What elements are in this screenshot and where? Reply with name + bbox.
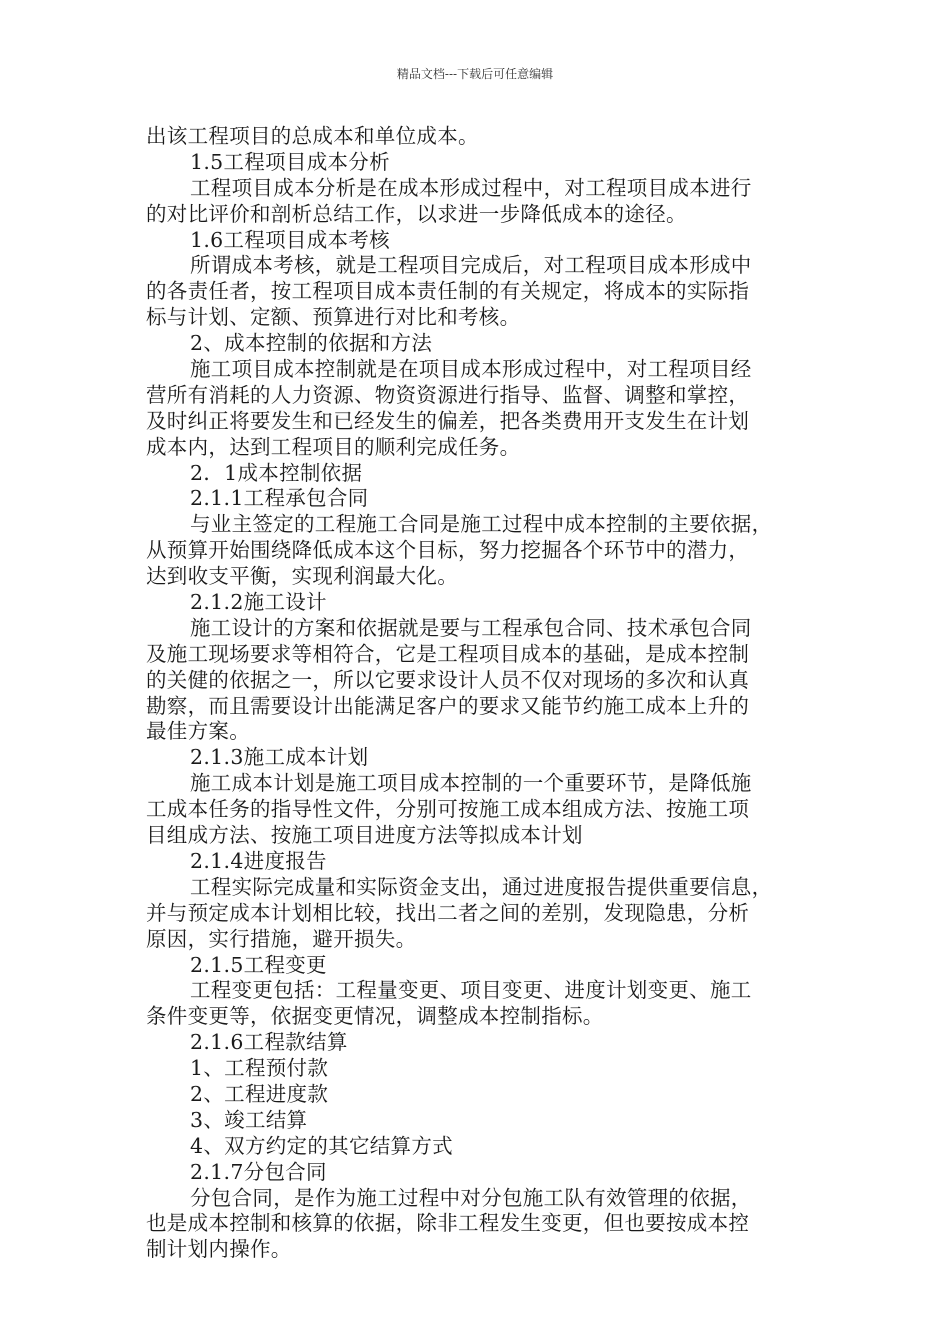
text-line: 施工成本计划是施工项目成本控制的一个重要环节，是降低施 — [190, 771, 752, 796]
text-line: 也是成本控制和核算的依据，除非工程发生变更，但也要按成本控 — [146, 1211, 750, 1236]
text-line: 施工设计的方案和依据就是要与工程承包合同、技术承包合同 — [190, 615, 752, 640]
text-line: 与业主签定的工程施工合同是施工过程中成本控制的主要依据， — [190, 512, 773, 537]
text-line: 条件变更等，依据变更情况，调整成本控制指标。 — [146, 1004, 604, 1029]
text-line: 工程项目成本分析是在成本形成过程中，对工程项目成本进行 — [190, 175, 752, 200]
text-line: 及施工现场要求等相符合，它是工程项目成本的基础，是成本控制 — [146, 641, 750, 666]
page-header: 精品文档---下载后可任意编辑 — [396, 67, 554, 81]
text-line: 的关健的依据之一，所以它要求设计人员不仅对现场的多次和认真 — [146, 667, 750, 692]
text-line: 2、工程进度款 — [190, 1081, 329, 1106]
text-line: 4、双方约定的其它结算方式 — [190, 1133, 453, 1158]
text-line: 目组成方法、按施工项目进度方法等拟成本计划 — [146, 823, 583, 848]
text-line: 营所有消耗的人力资源、物资资源进行指导、监督、调整和掌控， — [146, 382, 750, 407]
document-body — [146, 124, 808, 1263]
text-line: 勘察，而且需要设计出能满足客户的要求又能节约施工成本上升的 — [146, 693, 750, 718]
text-line: 1.5工程项目成本分析 — [190, 149, 390, 174]
text-line: 2、成本控制的依据和方法 — [190, 331, 433, 356]
text-line: 出该工程项目的总成本和单位成本。 — [146, 124, 479, 148]
text-line: 所谓成本考核，就是工程项目完成后，对工程项目成本形成中 — [190, 253, 752, 278]
text-line: 的各责任者，按工程项目成本责任制的有关规定，将成本的实际指 — [146, 279, 750, 304]
text-line: 3、竣工结算 — [190, 1107, 308, 1132]
text-line: 2.1.3施工成本计划 — [190, 745, 369, 770]
text-line: 2．1成本控制依据 — [190, 460, 363, 485]
text-line: 最佳方案。 — [146, 719, 250, 744]
text-line: 原因，实行措施，避开损失。 — [146, 926, 417, 951]
text-line: 工程变更包括：工程量变更、项目变更、进度计划变更、施工 — [190, 978, 752, 1003]
text-line: 2.1.6工程款结算 — [190, 1030, 348, 1055]
text-line: 工程实际完成量和实际资金支出，通过进度报告提供重要信息， — [190, 874, 773, 899]
text-line: 2.1.4进度报告 — [190, 848, 327, 873]
text-line: 的对比评价和剖析总结工作，以求进一步降低成本的途径。 — [146, 201, 687, 226]
text-line: 分包合同，是作为施工过程中对分包施工队有效管理的依据， — [190, 1185, 752, 1210]
text-line: 从预算开始围绕降低成本这个目标，努力挖掘各个环节中的潜力， — [146, 538, 750, 563]
text-line: 2.1.5工程变更 — [190, 952, 327, 977]
text-line: 1、工程预付款 — [190, 1056, 329, 1081]
text-line: 成本内，达到工程项目的顺利完成任务。 — [146, 434, 521, 459]
text-line: 2.1.7分包合同 — [190, 1159, 327, 1184]
text-line: 2.1.1工程承包合同 — [190, 486, 369, 511]
text-line: 制计划内操作。 — [146, 1237, 292, 1262]
text-line: 并与预定成本计划相比较，找出二者之间的差别，发现隐患，分析 — [146, 900, 750, 925]
text-line: 施工项目成本控制就是在项目成本形成过程中，对工程项目经 — [190, 357, 752, 382]
text-line: 工成本任务的指导性文件，分别可按施工成本组成方法、按施工项 — [146, 797, 750, 822]
text-line: 及时纠正将要发生和已经发生的偏差，把各类费用开支发生在计划 — [146, 408, 750, 433]
text-line: 2.1.2施工设计 — [190, 590, 327, 615]
text-line: 达到收支平衡，实现利润最大化。 — [146, 564, 458, 589]
text-line: 1.6工程项目成本考核 — [190, 227, 390, 252]
text-line: 标与计划、定额、预算进行对比和考核。 — [146, 305, 521, 330]
